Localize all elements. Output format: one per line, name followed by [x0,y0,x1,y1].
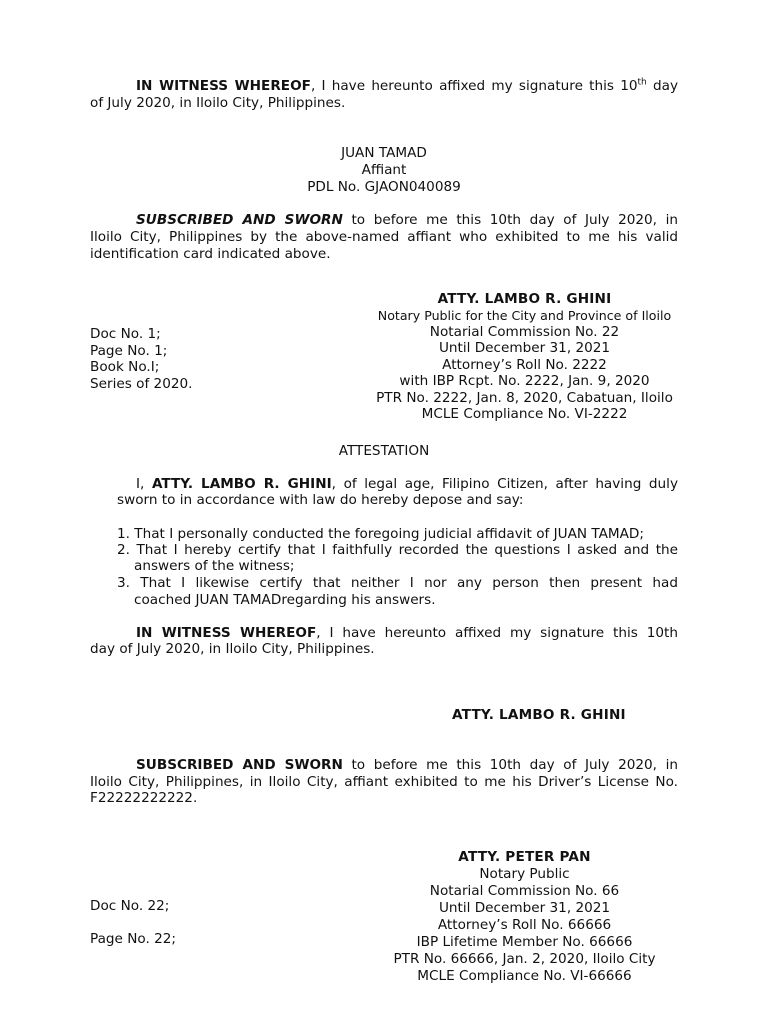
jurat2-line1: SUBSCRIBED AND SWORN to before me this 10th day of July 2020, in [136,757,678,773]
doc1-line: Book No.I; [90,359,160,375]
jurat2-lead: SUBSCRIBED AND SWORN [136,757,343,773]
notary1-line: with IBP Rcpt. No. 2222, Jan. 9, 2020 [399,373,650,389]
affiant-name: JUAN TAMAD [341,145,427,161]
notary2-line: IBP Lifetime Member No. 66666 [416,934,633,950]
doc2-line: Page No. 22; [90,931,176,947]
notary2-line: Attorney’s Roll No. 66666 [437,917,612,933]
signer2-name: ATTY. LAMBO R. GHINI [452,707,626,723]
notary1-line: Notarial Commission No. 22 [429,324,620,340]
doc1-line: Page No. 1; [90,343,168,359]
witness1-lead: IN WITNESS WHEREOF [136,78,311,94]
notary1-line: MCLE Compliance No. VI-2222 [421,406,628,422]
notary1-name: ATTY. LAMBO R. GHINI [437,291,612,307]
notary2-line: MCLE Compliance No. VI-66666 [417,968,632,984]
notary2-line: PTR No. 66666, Jan. 2, 2020, Iloilo City [393,951,656,967]
jurat1-lead: SUBSCRIBED AND SWORN [136,212,343,228]
attestation-item-2a: 2. That I hereby certify that I faithfully recorded the questions I asked and the [117,542,678,558]
witness2-line1: IN WITNESS WHEREOF, I have hereunto affixed my signature this 10th [136,625,678,641]
witness1-line1: IN WITNESS WHEREOF, I have hereunto affixed my signature this 10th day [136,77,678,94]
doc1-line: Series of 2020. [90,376,193,392]
attestation-item-3b: coached JUAN TAMADregarding his answers. [134,592,436,608]
affiant-pdl: PDL No. GJAON040089 [307,179,461,195]
jurat1-line2: Iloilo City, Philippines by the above-named affiant who exhibited to me his valid [90,229,678,245]
jurat2-line3: F22222222222. [90,790,198,806]
notary2-line: Notarial Commission No. 66 [429,883,620,899]
notary1-line: Until December 31, 2021 [438,340,611,356]
doc1-line: Doc No. 1; [90,326,161,342]
affiant-role: Affiant [361,162,407,178]
jurat1-line1: SUBSCRIBED AND SWORN to before me this 10th day of July 2020, in [136,212,678,228]
notary2-name: ATTY. PETER PAN [458,849,591,865]
jurat2-line2: Iloilo City, Philippines, in Iloilo City, affiant exhibited to me his Driver’s License No. [90,774,678,790]
doc2-line: Doc No. 22; [90,898,170,914]
notary2-line: Until December 31, 2021 [438,900,611,916]
jurat1-line3: identification card indicated above. [90,246,331,262]
witness1-line2: of July 2020, in Iloilo City, Philippines. [90,95,346,111]
witness2-line2: day of July 2020, in Iloilo City, Philippines. [90,641,375,657]
attestation-item-1: 1. That I personally conducted the foregoing judicial affidavit of JUAN TAMAD; [117,526,644,542]
attestation-intro-line1: I, ATTY. LAMBO R. GHINI, of legal age, Filipino Citizen, after having duly [136,476,678,492]
notary2-line: Notary Public [479,866,570,882]
witness2-lead: IN WITNESS WHEREOF [136,625,317,641]
attestation-intro-line2: sworn to in accordance with law do hereby depose and say: [117,492,524,508]
attestation-intro-name: ATTY. LAMBO R. GHINI [151,476,332,492]
notary1-line: Notary Public for the City and Province of Iloilo [377,308,672,323]
notary1-line: PTR No. 2222, Jan. 8, 2020, Cabatuan, Iloilo [376,390,673,406]
attestation-heading: ATTESTATION [338,443,430,459]
attestation-item-2b: answers of the witness; [134,558,295,574]
attestation-item-3a: 3. That I likewise certify that neither I nor any person then present had [117,575,678,591]
notary1-line: Attorney’s Roll No. 2222 [442,357,607,373]
